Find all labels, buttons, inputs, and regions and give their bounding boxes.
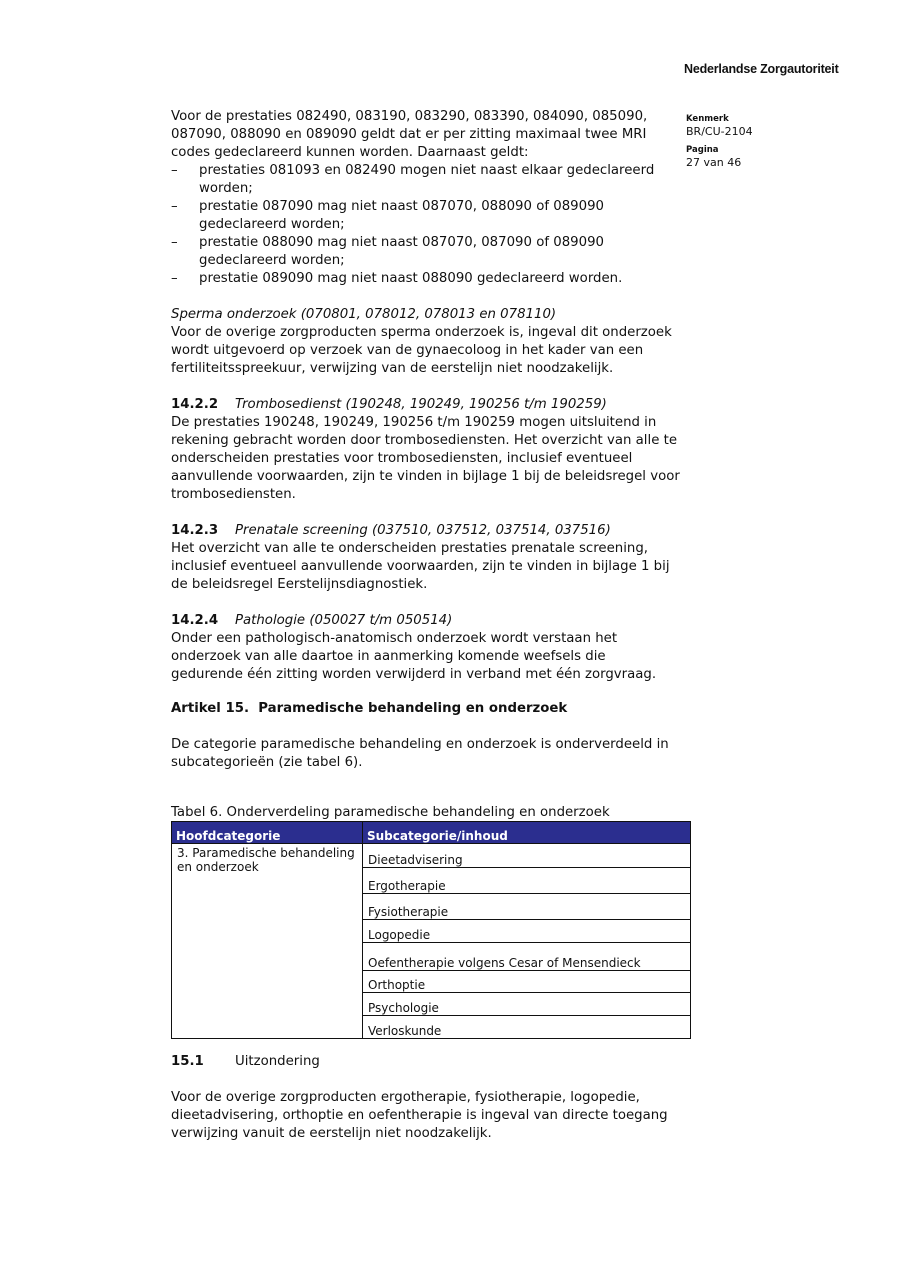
column-header-hoofdcategorie: Hoofdcategorie xyxy=(172,822,363,844)
list-item: – prestatie 089090 mag niet naast 088090 gedeclareerd worden. xyxy=(171,271,623,286)
subcategory-table xyxy=(171,821,691,1039)
subcategory-cell: Orthoptie xyxy=(363,971,691,993)
section-14-2-4-body: Onder een pathologisch-anatomisch onderzoek wordt verstaan het onderzoek van alle daartoe in aanmerking komende weefsels die gedurende één zitting worden verwijderd in verband met één zorgvraag. xyxy=(171,631,657,682)
dash-bullet: – xyxy=(171,163,178,178)
table-row xyxy=(172,844,691,868)
section-title: Uitzondering xyxy=(235,1054,320,1069)
mri-rules-list xyxy=(171,162,681,288)
dash-bullet: – xyxy=(171,235,178,250)
subcategory-cell: Fysiotherapie xyxy=(363,894,691,920)
section-number: 14.2.4 xyxy=(171,613,219,628)
section-number: 15.1 xyxy=(171,1054,204,1069)
document-meta xyxy=(686,114,753,176)
section-15-1-heading xyxy=(171,1053,681,1071)
section-14-2-4-heading xyxy=(171,612,681,630)
section-title: Prenatale screening (037510, 037512, 037514, 037516) xyxy=(235,523,611,538)
sperma-heading: Sperma onderzoek (070801, 078012, 078013 en 078110) xyxy=(171,307,557,322)
subcategory-cell: Logopedie xyxy=(363,920,691,943)
section-14-2-3-heading xyxy=(171,522,681,540)
section-number: 14.2.2 xyxy=(171,397,219,412)
section-title: Trombosedienst (190248, 190249, 190256 t/m 190259) xyxy=(235,397,607,412)
artikel-15-heading: Artikel 15. Paramedische behandeling en onderzoek xyxy=(171,701,568,716)
subcategory-cell: Ergotherapie xyxy=(363,868,691,894)
intro-paragraph: Voor de prestaties 082490, 083190, 083290, 083390, 084090, 085090, 087090, 088090 en 089090 geldt dat er per zitting maximaal twee MRI codes gedeclareerd kunnen worden. Daarnaast geldt: xyxy=(171,109,648,160)
subcategory-cell: Psychologie xyxy=(363,993,691,1016)
list-item: – prestatie 087090 mag niet naast 087070, 088090 of 089090 gedeclareerd worden; xyxy=(171,199,604,232)
section-title: Pathologie (050027 t/m 050514) xyxy=(235,613,453,628)
subcategory-cell: Verloskunde xyxy=(363,1016,691,1039)
dash-bullet: – xyxy=(171,271,178,286)
kenmerk-value: BR/CU-2104 xyxy=(686,125,753,138)
subcategory-cell: Oefentherapie volgens Cesar of Mensendieck xyxy=(363,943,691,971)
list-item: – prestatie 088090 mag niet naast 087070, 087090 of 089090 gedeclareerd worden; xyxy=(171,235,604,268)
organization-name: Nederlandse Zorgautoriteit xyxy=(684,62,839,76)
section-14-2-3-body: Het overzicht van alle te onderscheiden prestaties prenatale screening, inclusief eventueel aanvullende voorwaarden, zijn te vinden in bijlage 1 bij de beleidsregel Eerstelijnsdiagnostiek. xyxy=(171,541,670,592)
sperma-body: Voor de overige zorgproducten sperma onderzoek is, ingeval dit onderzoek wordt uitgevoerd op verzoek van de gynaecoloog in het kader van een fertiliteitsspreekuur, verwijzing van de eerstelijn niet noodzakelijk. xyxy=(171,325,672,376)
section-15-1-body: Voor de overige zorgproducten ergotherapie, fysiotherapie, logopedie, dieetadvisering, orthoptie en oefentherapie is ingeval van directe toegang verwijzing vanuit de eerstelijn niet noodzakelijk. xyxy=(171,1090,668,1141)
subcategory-cell: Dieetadvisering xyxy=(363,844,691,868)
section-14-2-2-heading xyxy=(171,396,681,414)
section-14-2-2-body: De prestaties 190248, 190249, 190256 t/m 190259 mogen uitsluitend in rekening gebracht worden door trombosediensten. Het overzicht van alle te onderscheiden prestaties voor trombosediensten, inclusief eventueel aanvullende voorwaarden, zijn te vinden in bijlage 1 bij de beleidsregel voor trombosediensten. xyxy=(171,415,680,502)
column-header-subcategorie: Subcategorie/inhoud xyxy=(363,822,691,844)
list-item: – prestaties 081093 en 082490 mogen niet naast elkaar gedeclareerd worden; xyxy=(171,163,655,196)
main-content xyxy=(171,108,681,1143)
dash-bullet: – xyxy=(171,199,178,214)
section-number: 14.2.3 xyxy=(171,523,219,538)
main-category-cell: 3. Paramedische behandeling en onderzoek xyxy=(172,844,363,1039)
pagina-value: 27 van 46 xyxy=(686,156,742,169)
artikel-15-body: De categorie paramedische behandeling en onderzoek is onderverdeeld in subcategorieën (zie tabel 6). xyxy=(171,737,669,770)
table-caption: Tabel 6. Onderverdeling paramedische behandeling en onderzoek xyxy=(171,805,610,820)
kenmerk-label: Kenmerk xyxy=(686,114,729,124)
pagina-label: Pagina xyxy=(686,145,719,155)
